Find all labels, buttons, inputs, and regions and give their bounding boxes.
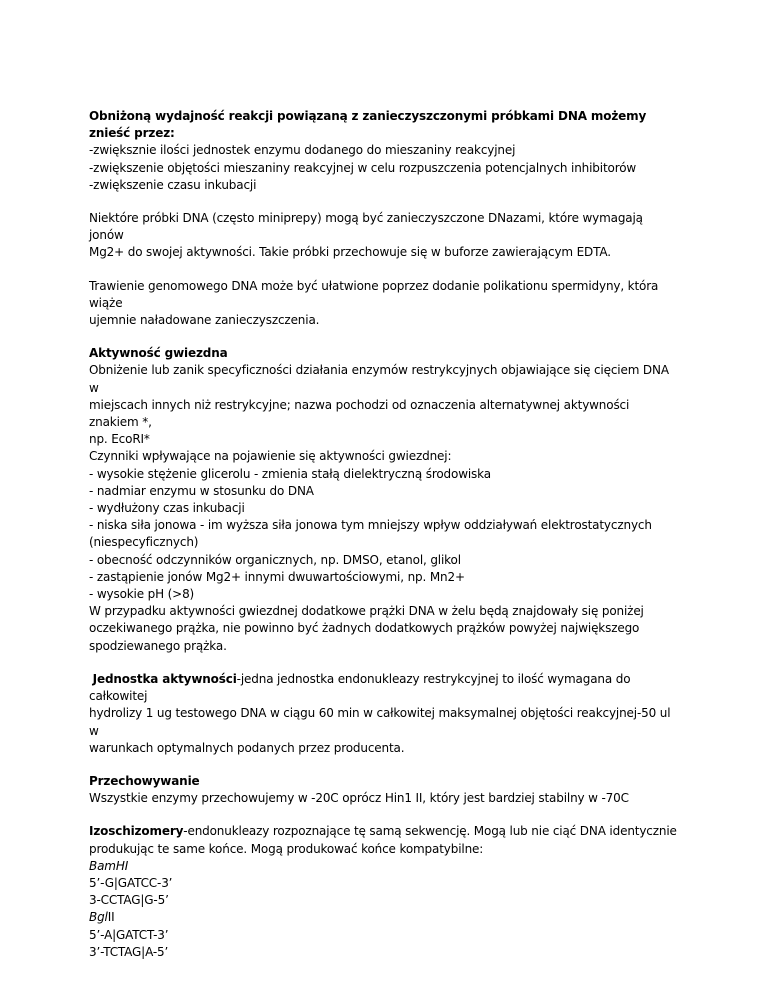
- section-heading-storage: Przechowywanie: [89, 773, 200, 788]
- list-item: - zastąpienie jonów Mg2+ innymi dwuwartościowymi, np. Mn2+: [89, 569, 465, 584]
- section-heading-star-activity: Aktywność gwiezdna: [89, 346, 228, 361]
- sequence-line: 5’-A|GATCT-3’: [89, 927, 169, 942]
- text-line: warunkach optymalnych podanych przez producenta.: [89, 740, 405, 755]
- document-body: [89, 108, 679, 961]
- text-line: Wszystkie enzymy przechowujemy w -20C oprócz Hin1 II, który jest bardziej stabilny w -70C: [89, 791, 629, 806]
- text-line: W przypadku aktywności gwiezdnej dodatkowe prążki DNA w żelu będą znajdowały się poniżej: [89, 604, 644, 619]
- text-line: Mg2+ do swojej aktywności. Takie próbki przechowuje się w buforze zawierającym EDTA.: [89, 245, 611, 260]
- sequence-line: 3’-TCTAG|A-5’: [89, 944, 169, 959]
- text-line: np. EcoRI*: [89, 432, 150, 447]
- paragraph-unit-activity: [89, 671, 679, 757]
- text-line: spodziewanego prążka.: [89, 638, 227, 653]
- list-item: -zwiększenie czasu inkubacji: [89, 177, 257, 192]
- list-item: - niska siła jonowa - im wyższa siła jonowa tym mniejszy wpływ oddziaływań elektrostatycznych: [89, 518, 652, 533]
- sequence-line: 3-CCTAG|G-5’: [89, 893, 169, 908]
- list-item: - wydłużony czas inkubacji: [89, 501, 245, 516]
- list-item: - nadmiar enzymu w stosunku do DNA: [89, 483, 314, 498]
- text-line: Obniżenie lub zanik specyficzności działania enzymów restrykcyjnych objawiające się cięciem DNA w: [89, 363, 669, 395]
- text-line: miejscach innych niż restrykcyjne; nazwa pochodzi od oznaczenia alternatywnej aktywności znakiem *,: [89, 397, 630, 430]
- list-item: -zwiększnie ilości jednostek enzymu dodanego do mieszaniny reakcyjnej: [89, 143, 516, 158]
- paragraph-dnase: [89, 210, 679, 262]
- list-item: -zwiększenie objętości mieszaniny reakcyjnej w celu rozpuszczenia potencjalnych inhibitorów: [89, 160, 637, 175]
- factors-title: Czynniki wpływające na pojawienie się aktywności gwiezdnej:: [89, 449, 452, 464]
- text-line: produkując te same końce. Mogą produkować końce kompatybilne:: [89, 841, 484, 856]
- text-line: Niektóre próbki DNA (często miniprepy) mogą być zanieczyszczone DNazami, które wymagają jonów: [89, 211, 643, 243]
- list-item: - wysokie pH (>8): [89, 587, 195, 602]
- list-item: - obecność odczynników organicznych, np. DMSO, etanol, glikol: [89, 552, 461, 567]
- term-unit-activity: Jednostka aktywności: [92, 671, 237, 686]
- list-item-continuation: (niespecyficznych): [89, 535, 199, 550]
- enzyme-name-italic-part: Bgl: [89, 910, 108, 925]
- enzyme-name-bamhi: BamHI: [89, 858, 129, 873]
- text-line: Trawienie genomowego DNA może być ułatwione poprzez dodanie polikationu spermidyny, która wiąże: [89, 278, 659, 310]
- enzyme-name-roman-part: II: [107, 910, 115, 925]
- text-line: hydrolizy 1 ug testowego DNA w ciągu 60 min w całkowitej maksymalnej objętości reakcyjnej-50 ul w: [89, 706, 671, 738]
- text-line: -jedna jednostka endonukleazy restrykcyjnej to ilość wymagana do całkowitej: [89, 671, 631, 704]
- section-title-impure-dna: Obniżoną wydajność reakcji powiązaną z zanieczyszczonymi próbkami DNA możemy znieść przez:: [89, 109, 647, 141]
- text-line: ujemnie naładowane zanieczyszczenia.: [89, 313, 320, 328]
- term-isoschizomers: Izoschizomery: [89, 824, 184, 839]
- text-line: oczekiwanego prążka, nie powinno być żadnych dodatkowych prążków powyżej największego: [89, 621, 640, 636]
- enzyme-name-bglii: [89, 909, 679, 926]
- text-line: -endonukleazy rozpoznające tę samą sekwencję. Mogą lub nie ciąć DNA identycznie: [183, 824, 677, 839]
- sequence-line: 5’-G|GATCC-3’: [89, 875, 173, 890]
- paragraph-isoschizomers: [89, 823, 679, 857]
- list-item: - wysokie stężenie glicerolu - zmienia stałą dielektryczną środowiska: [89, 466, 491, 481]
- paragraph-spermidine: [89, 278, 679, 330]
